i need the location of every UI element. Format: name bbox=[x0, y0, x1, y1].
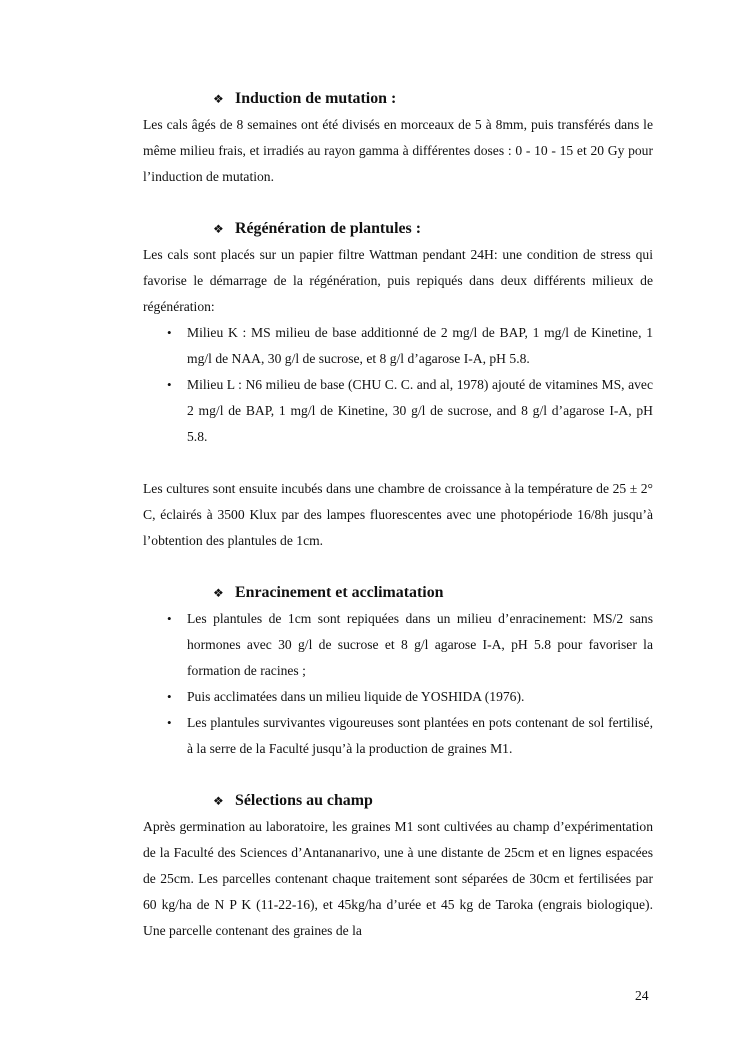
diamond-icon: ❖ bbox=[213, 92, 224, 106]
paragraph-regeneration: Les cals sont placés sur un papier filtre Wattman pendant 24H: une condition de stress qui favorise le démarrage de la régénération, puis repiqués dans deux différents milieux de régénération: bbox=[143, 247, 653, 314]
document-page bbox=[143, 86, 653, 944]
diamond-icon: ❖ bbox=[213, 222, 224, 236]
bullet-icon: • bbox=[167, 689, 172, 704]
paragraph-mutation: Les cals âgés de 8 semaines ont été divisés en morceaux de 5 à 8mm, puis transférés dans le même milieu frais, et irradiés au rayon gamma à différentes doses : 0 - 10 - 15 et 20 Gy pour l’induction de mutation. bbox=[143, 117, 653, 184]
list-item: • Les plantules de 1cm sont repiquées dans un milieu d’enracinement: MS/2 sans hormones avec 30 g/l de sucrose et 8 g/l agarose I-A, pH 5.8 pour favoriser la formation de racines ; bbox=[143, 606, 653, 684]
bullet-icon: • bbox=[167, 325, 172, 340]
bullet-icon: • bbox=[167, 377, 172, 392]
list-rooting bbox=[143, 606, 653, 762]
bullet-icon: • bbox=[167, 715, 172, 730]
bullet-icon: • bbox=[167, 611, 172, 626]
list-item: • Puis acclimatées dans un milieu liquide de YOSHIDA (1976). bbox=[143, 684, 653, 710]
list-item: • Les plantules survivantes vigoureuses sont plantées en pots contenant de sol fertilisé, à la serre de la Faculté jusqu’à la production de graines M1. bbox=[143, 710, 653, 762]
paragraph-cultures: Les cultures sont ensuite incubés dans une chambre de croissance à la température de 25 ± 2° C, éclairés à 3500 Klux par des lampes fluorescentes avec une photopériode 16/8h jusqu’à l’obtention des plantules de 1cm. bbox=[143, 481, 653, 548]
diamond-icon: ❖ bbox=[213, 586, 224, 600]
heading-regeneration: ❖ Régénération de plantules : bbox=[143, 216, 653, 242]
list-item: • Milieu K : MS milieu de base additionné de 2 mg/l de BAP, 1 mg/l de Kinetine, 1 mg/l de NAA, 30 g/l de sucrose, et 8 g/l d’agarose I-A, pH 5.8. bbox=[143, 320, 653, 372]
page-number: 24 bbox=[635, 988, 649, 1003]
diamond-icon: ❖ bbox=[213, 794, 224, 808]
paragraph-field: Après germination au laboratoire, les graines M1 sont cultivées au champ d’expérimentation de la Faculté des Sciences d’Antananarivo, une à une distante de 25cm et en lignes espacées de 25cm. Les parcelles contenant chaque traitement sont séparées de 30cm et fertilisées par 60 kg/ha de N P K (11-22-16), et 45kg/ha d’urée et 45 kg de Taroka (engrais biologique). Une parcelle contenant des graines de la bbox=[143, 819, 653, 938]
list-regeneration-media bbox=[143, 320, 653, 450]
heading-rooting: ❖ Enracinement et acclimatation bbox=[143, 580, 653, 606]
heading-induction-mutation: ❖ Induction de mutation : bbox=[143, 86, 653, 112]
list-item: • Milieu L : N6 milieu de base (CHU C. C. and al, 1978) ajouté de vitamines MS, avec 2 mg/l de BAP, 1 mg/l de Kinetine, 30 g/l de sucrose, and 8 g/l d’agarose I-A, pH 5.8. bbox=[143, 372, 653, 450]
heading-field-selection: ❖ Sélections au champ bbox=[143, 788, 653, 814]
